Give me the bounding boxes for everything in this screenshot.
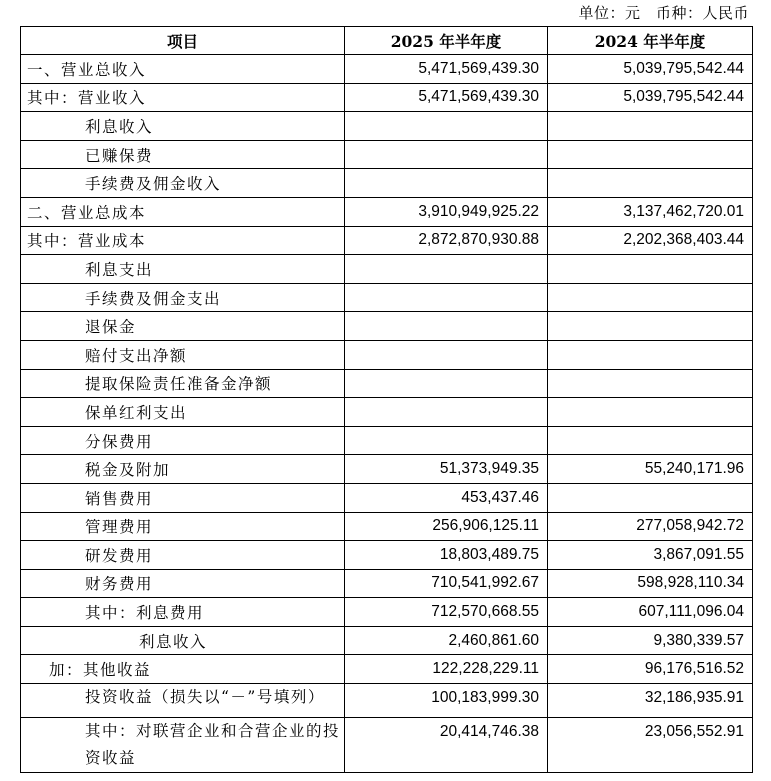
row-label: 其中：营业收入 <box>21 83 345 112</box>
value-2025 <box>345 426 548 455</box>
value-2025: 51,373,949.35 <box>345 455 548 484</box>
value-2025: 18,803,489.75 <box>345 541 548 570</box>
value-2024: 9,380,339.57 <box>548 626 753 655</box>
table-row <box>21 426 753 455</box>
unit-currency-note: 单位：元 币种：人民币 <box>578 4 749 22</box>
value-2024 <box>548 426 753 455</box>
value-2024 <box>548 398 753 427</box>
row-label: 研发费用 <box>21 541 345 570</box>
row-label: 其中：对联营企业和合营企业的投资收益 <box>21 717 345 772</box>
value-2025 <box>345 112 548 141</box>
value-2024: 55,240,171.96 <box>548 455 753 484</box>
value-2024: 2,202,368,403.44 <box>548 226 753 255</box>
row-label: 分保费用 <box>21 426 345 455</box>
table-row <box>21 541 753 570</box>
value-2025 <box>345 312 548 341</box>
table-row <box>21 455 753 484</box>
value-2025 <box>345 340 548 369</box>
header-2025: 2025 年半年度 <box>345 27 548 55</box>
table-row <box>21 197 753 226</box>
value-2024 <box>548 283 753 312</box>
value-2024 <box>548 140 753 169</box>
row-label: 利息支出 <box>21 255 345 284</box>
header-item: 项目 <box>21 27 345 55</box>
value-2025 <box>345 398 548 427</box>
table-row <box>21 83 753 112</box>
row-label: 手续费及佣金收入 <box>21 169 345 198</box>
value-2024: 96,176,516.52 <box>548 655 753 684</box>
row-label: 一、营业总收入 <box>21 55 345 84</box>
row-label: 加：其他收益 <box>21 655 345 684</box>
table-row <box>21 312 753 341</box>
table-row <box>21 655 753 684</box>
value-2024 <box>548 340 753 369</box>
value-2025: 710,541,992.67 <box>345 569 548 598</box>
value-2025: 453,437.46 <box>345 483 548 512</box>
table-row <box>21 569 753 598</box>
row-label: 赔付支出净额 <box>21 340 345 369</box>
table-row <box>21 340 753 369</box>
table-row <box>21 598 753 627</box>
table-row <box>21 512 753 541</box>
value-2025: 20,414,746.38 <box>345 717 548 772</box>
table-row <box>21 112 753 141</box>
value-2025: 256,906,125.11 <box>345 512 548 541</box>
value-2024: 277,058,942.72 <box>548 512 753 541</box>
table-row <box>21 369 753 398</box>
value-2024: 5,039,795,542.44 <box>548 55 753 84</box>
value-2024 <box>548 483 753 512</box>
value-2024: 3,867,091.55 <box>548 541 753 570</box>
row-label: 财务费用 <box>21 569 345 598</box>
value-2024: 32,186,935.91 <box>548 684 753 718</box>
value-2024 <box>548 255 753 284</box>
table-row <box>21 684 753 718</box>
row-label: 二、营业总成本 <box>21 197 345 226</box>
row-label: 管理费用 <box>21 512 345 541</box>
value-2025: 5,471,569,439.30 <box>345 55 548 84</box>
row-label: 保单红利支出 <box>21 398 345 427</box>
table-row <box>21 398 753 427</box>
income-statement-table <box>20 26 753 773</box>
row-label: 税金及附加 <box>21 455 345 484</box>
row-label: 已赚保费 <box>21 140 345 169</box>
value-2024: 607,111,096.04 <box>548 598 753 627</box>
table-row <box>21 169 753 198</box>
table-row <box>21 717 753 772</box>
table-row <box>21 140 753 169</box>
row-label: 利息收入 <box>21 626 345 655</box>
table-body <box>21 55 753 773</box>
table-row <box>21 483 753 512</box>
value-2024 <box>548 169 753 198</box>
value-2025: 2,872,870,930.88 <box>345 226 548 255</box>
row-label: 其中：利息费用 <box>21 598 345 627</box>
row-label: 其中：营业成本 <box>21 226 345 255</box>
value-2025 <box>345 169 548 198</box>
table-row <box>21 626 753 655</box>
value-2024: 598,928,110.34 <box>548 569 753 598</box>
value-2025 <box>345 140 548 169</box>
value-2024: 3,137,462,720.01 <box>548 197 753 226</box>
value-2025 <box>345 255 548 284</box>
value-2025 <box>345 369 548 398</box>
header-2024: 2024 年半年度 <box>548 27 753 55</box>
value-2025: 3,910,949,925.22 <box>345 197 548 226</box>
value-2024 <box>548 112 753 141</box>
table-header-row <box>21 27 753 55</box>
table-row <box>21 283 753 312</box>
value-2024 <box>548 312 753 341</box>
row-label: 投资收益（损失以“－”号填列） <box>21 684 345 718</box>
value-2024 <box>548 369 753 398</box>
value-2024: 5,039,795,542.44 <box>548 83 753 112</box>
row-label: 手续费及佣金支出 <box>21 283 345 312</box>
value-2025: 5,471,569,439.30 <box>345 83 548 112</box>
table-row <box>21 226 753 255</box>
row-label: 销售费用 <box>21 483 345 512</box>
value-2025: 122,228,229.11 <box>345 655 548 684</box>
value-2024: 23,056,552.91 <box>548 717 753 772</box>
row-label: 退保金 <box>21 312 345 341</box>
table-row <box>21 55 753 84</box>
table-row <box>21 255 753 284</box>
value-2025 <box>345 283 548 312</box>
value-2025: 712,570,668.55 <box>345 598 548 627</box>
row-label: 提取保险责任准备金净额 <box>21 369 345 398</box>
value-2025: 100,183,999.30 <box>345 684 548 718</box>
value-2025: 2,460,861.60 <box>345 626 548 655</box>
row-label: 利息收入 <box>21 112 345 141</box>
